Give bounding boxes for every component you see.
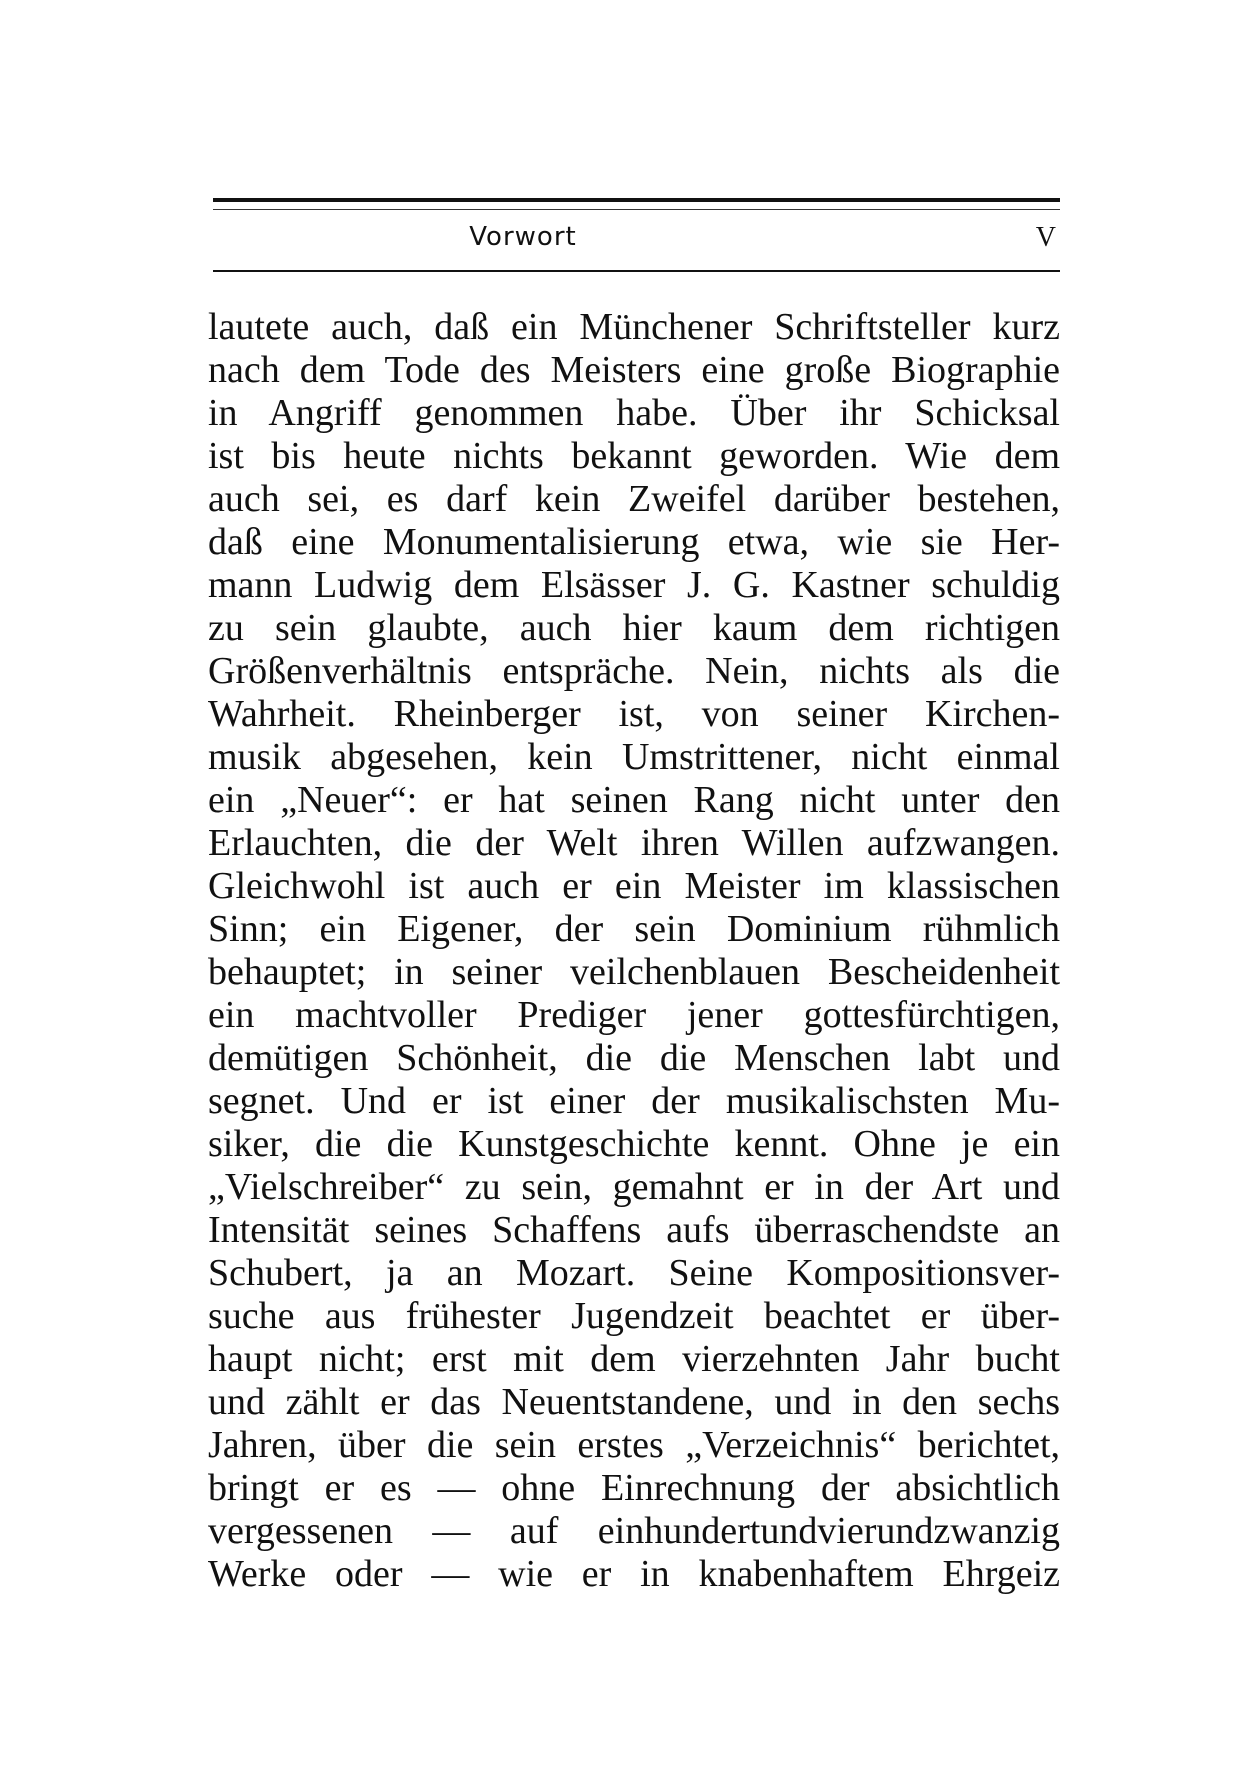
- text-line: Schubert, ja an Mozart. Seine Kompositionsver-: [208, 1252, 1060, 1294]
- text-line: Gleichwohl ist auch er ein Meister im klassischen: [208, 865, 1060, 907]
- text-line: und zählt er das Neuentstandene, und in den sechs: [208, 1381, 1060, 1423]
- text-line: lautete auch, daß ein Münchener Schriftsteller kurz: [208, 306, 1060, 348]
- running-head-title: Vorwort: [469, 222, 577, 252]
- text-line: Wahrheit. Rheinberger ist, von seiner Kirchen-: [208, 693, 1060, 735]
- text-line: musik abgesehen, kein Umstrittener, nicht einmal: [208, 736, 1060, 778]
- text-line: ist bis heute nichts bekannt geworden. Wie dem: [208, 435, 1060, 477]
- text-line: Jahren, über die sein erstes „Verzeichnis“ berichtet,: [208, 1424, 1060, 1466]
- text-line: haupt nicht; erst mit dem vierzehnten Jahr bucht: [208, 1338, 1060, 1380]
- text-line: in Angriff genommen habe. Über ihr Schicksal: [208, 392, 1060, 434]
- text-line: ein „Neuer“: er hat seinen Rang nicht unter den: [208, 779, 1060, 821]
- text-line: Werke oder — wie er in knabenhaftem Ehrgeiz: [208, 1553, 1060, 1595]
- page-number: V: [1035, 222, 1056, 253]
- text-line: nach dem Tode des Meisters eine große Biographie: [208, 349, 1060, 391]
- text-line: daß eine Monumentalisierung etwa, wie sie Her-: [208, 521, 1060, 563]
- running-head: [213, 222, 1060, 262]
- header-rule-bottom: [213, 270, 1060, 272]
- header-rule-thick: [213, 198, 1060, 202]
- text-line: Sinn; ein Eigener, der sein Dominium rühmlich: [208, 908, 1060, 950]
- text-line: segnet. Und er ist einer der musikalischsten Mu-: [208, 1080, 1060, 1122]
- text-line: bringt er es — ohne Einrechnung der absichtlich: [208, 1467, 1060, 1509]
- text-line: auch sei, es darf kein Zweifel darüber bestehen,: [208, 478, 1060, 520]
- text-line: Intensität seines Schaffens aufs überraschendste an: [208, 1209, 1060, 1251]
- body-text: [208, 306, 1060, 1596]
- text-line: demütigen Schönheit, die die Menschen labt und: [208, 1037, 1060, 1079]
- text-line: suche aus frühester Jugendzeit beachtet er über-: [208, 1295, 1060, 1337]
- text-line: behauptet; in seiner veilchenblauen Bescheidenheit: [208, 951, 1060, 993]
- text-line: siker, die die Kunstgeschichte kennt. Ohne je ein: [208, 1123, 1060, 1165]
- text-line: mann Ludwig dem Elsässer J. G. Kastner schuldig: [208, 564, 1060, 606]
- text-line: „Vielschreiber“ zu sein, gemahnt er in der Art und: [208, 1166, 1060, 1208]
- text-line: vergessenen — auf einhundertundvierundzwanzig: [208, 1510, 1060, 1552]
- text-line: zu sein glaubte, auch hier kaum dem richtigen: [208, 607, 1060, 649]
- text-line: Erlauchten, die der Welt ihren Willen aufzwangen.: [208, 822, 1060, 864]
- header-rule-thin: [213, 209, 1060, 210]
- text-line: Größenverhältnis entspräche. Nein, nichts als die: [208, 650, 1060, 692]
- text-line: ein machtvoller Prediger jener gottesfürchtigen,: [208, 994, 1060, 1036]
